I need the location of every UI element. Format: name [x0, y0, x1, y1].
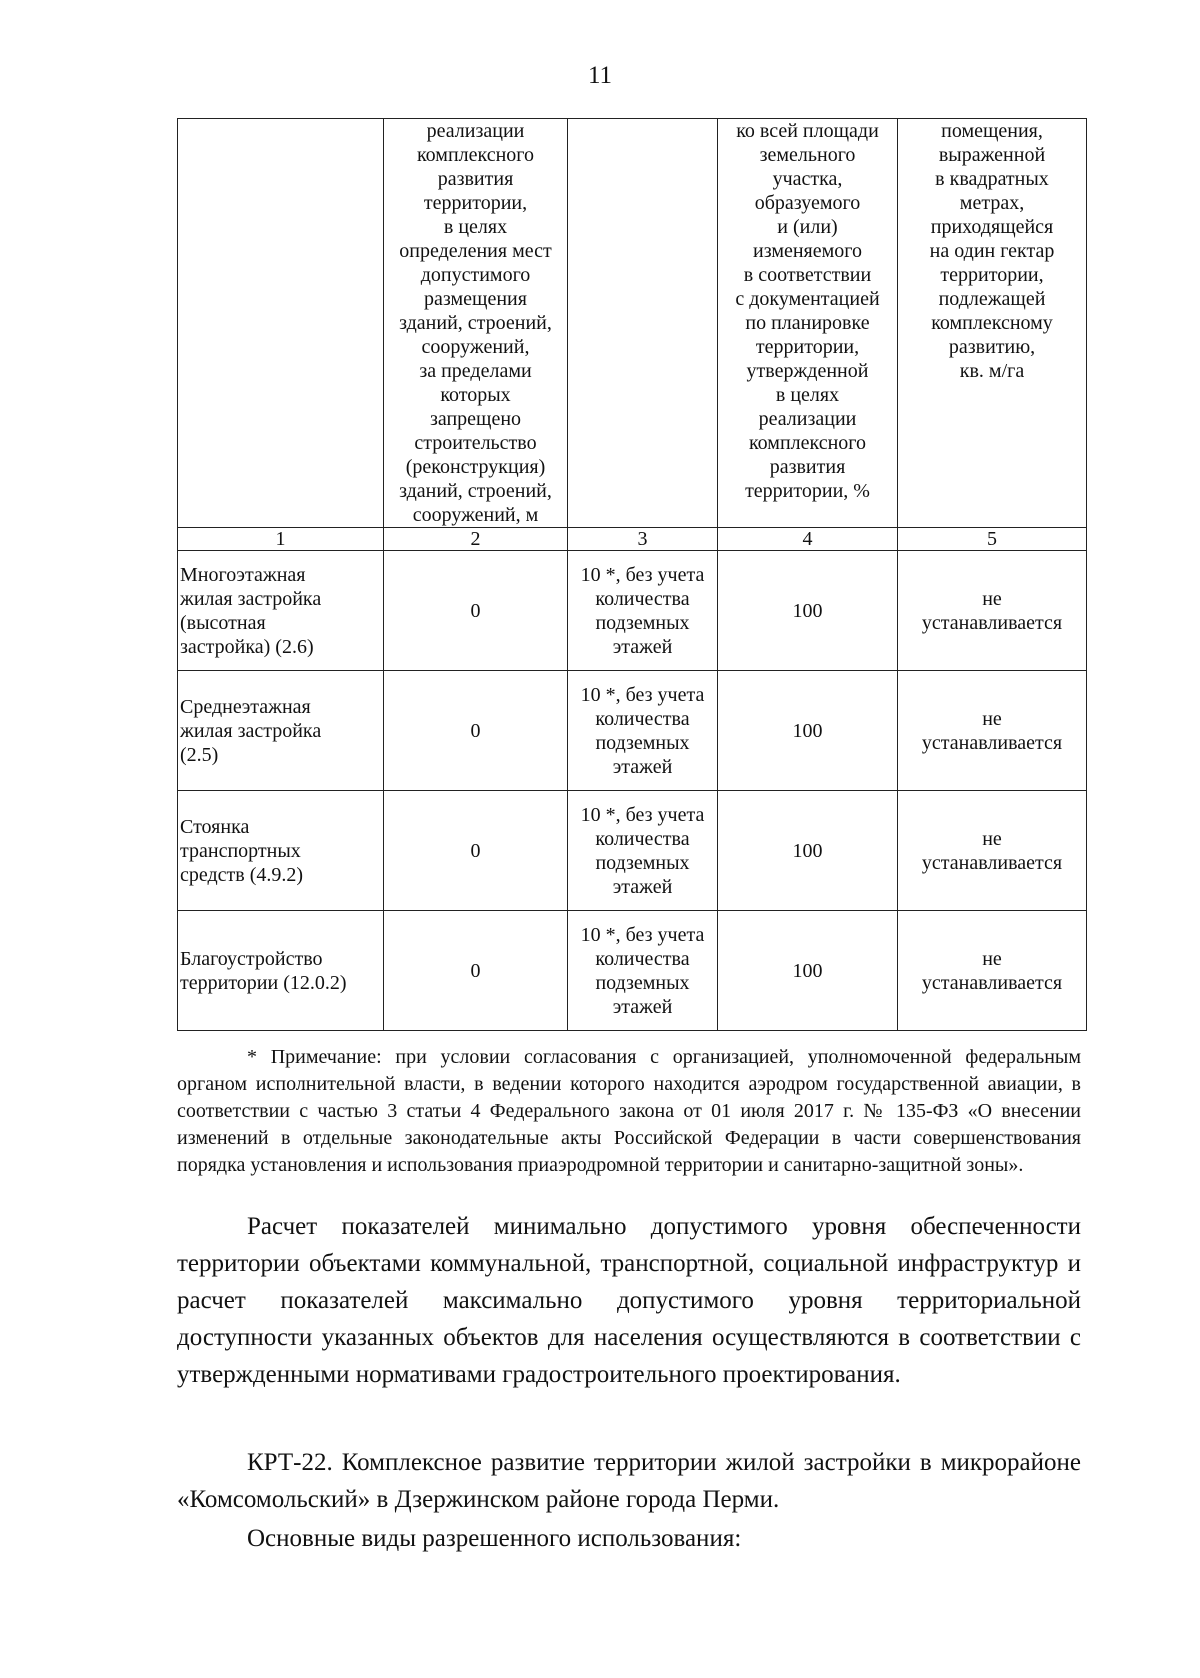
- percent-cell: 100: [718, 911, 898, 1031]
- regulations-table: [177, 118, 1087, 1031]
- column-number: 5: [898, 528, 1087, 551]
- footnote: * Примечание: при условии согласования с организацией, уполномоченной федеральным органом исполнительной власти, в ведении которого находится аэродром государственной авиации, в соответствии с частью 3 статьи 4 Федерального закона от 01 июля 2017 г. № 135-ФЗ «О внесении изменений в отдельные законодательные акты Российской Федерации в части совершенствования порядка установления и использования приаэродромной территории и санитарно-защитной зоны».: [177, 1046, 1081, 1176]
- body-paragraph: Основные виды разрешенного использования:: [247, 1525, 742, 1552]
- floors-cell: 10 *, без учета количества подземных этажей: [568, 551, 718, 671]
- column-number: 2: [384, 528, 568, 551]
- header-cell-5: помещения, выраженной в квадратных метрах, приходящейся на один гектар территории, подлежащей комплексному развитию, кв. м/га: [898, 119, 1087, 528]
- use-type-cell: Многоэтажная жилая застройка (высотная застройка) (2.6): [178, 551, 384, 671]
- table-row: [178, 911, 1087, 1031]
- percent-cell: 100: [718, 671, 898, 791]
- use-type-cell: Благоустройство территории (12.0.2): [178, 911, 384, 1031]
- floors-cell: 10 *, без учета количества подземных этажей: [568, 671, 718, 791]
- body-paragraph: КРТ-22. Комплексное развитие территории жилой застройки в микрорайоне «Комсомольский» в Дзержинском районе города Перми.: [177, 1449, 1081, 1513]
- header-cell-1: [178, 119, 384, 528]
- area-cell: не устанавливается: [898, 671, 1087, 791]
- page-number: 11: [587, 62, 613, 89]
- percent-cell: 100: [718, 551, 898, 671]
- floors-cell: 10 *, без учета количества подземных этажей: [568, 911, 718, 1031]
- body-paragraph: Расчет показателей минимально допустимого уровня обеспеченности территории объектами коммунальной, транспортной, социальной инфраструктур и расчет показателей максимально допустимого уровня территориальной доступности указанных объектов для населения осуществляются в соответствии с утвержденными нормативами градостроительного проектирования.: [177, 1213, 1081, 1388]
- table-row: [178, 791, 1087, 911]
- table-row: [178, 671, 1087, 791]
- area-cell: не устанавливается: [898, 791, 1087, 911]
- setback-cell: 0: [384, 551, 568, 671]
- header-cell-4: ко всей площади земельного участка, образуемого и (или) изменяемого в соответствии с документацией по планировке территории, утвержденной в целях реализации комплексного развития территории, %: [718, 119, 898, 528]
- column-number: 3: [568, 528, 718, 551]
- setback-cell: 0: [384, 671, 568, 791]
- column-number: 1: [178, 528, 384, 551]
- setback-cell: 0: [384, 791, 568, 911]
- setback-cell: 0: [384, 911, 568, 1031]
- use-type-cell: Стоянка транспортных средств (4.9.2): [178, 791, 384, 911]
- column-number-row: [178, 528, 1087, 551]
- header-cell-3: [568, 119, 718, 528]
- floors-cell: 10 *, без учета количества подземных этажей: [568, 791, 718, 911]
- area-cell: не устанавливается: [898, 551, 1087, 671]
- table-row: [178, 551, 1087, 671]
- use-type-cell: Среднеэтажная жилая застройка (2.5): [178, 671, 384, 791]
- percent-cell: 100: [718, 791, 898, 911]
- area-cell: не устанавливается: [898, 911, 1087, 1031]
- table-header-row: [178, 119, 1087, 528]
- header-cell-2: реализации комплексного развития территории, в целях определения мест допустимого размещения зданий, строений, сооружений, за пределами которых запрещено строительство (реконструкция) зданий, строений, сооружений, м: [384, 119, 568, 528]
- column-number: 4: [718, 528, 898, 551]
